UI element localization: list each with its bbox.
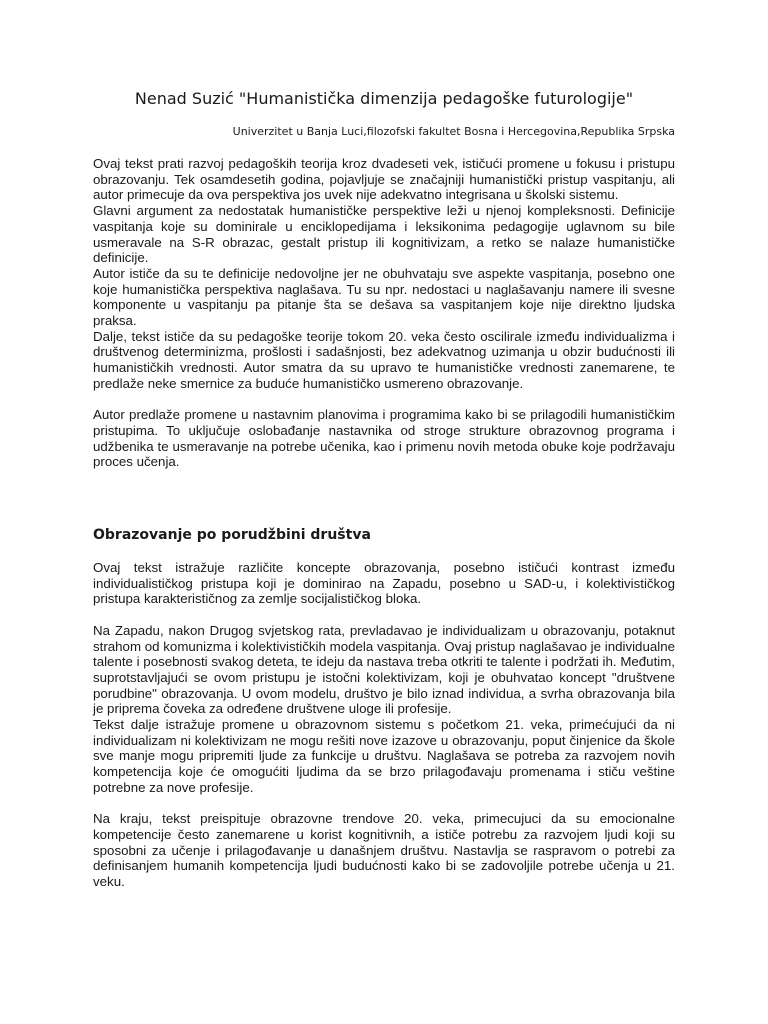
paragraph: Tekst dalje istražuje promene u obrazovnom sistemu s početkom 21. veka, primećujući da ni individualizam ni kolektivizam ne mogu rešiti nove izazove u obrazovanju, poput činjenice da škole sve manje mogu pripremiti ljude za funkcije u društvu. Naglašava se potreba za razvojem novih kompetencija koje će omogućiti ljudima da se brzo prilagođavaju promenama i stiču veštine potrebne za nove profesije. — [93, 717, 675, 795]
paragraph: Autor ističe da su te definicije nedovoljne jer ne obuhvataju sve aspekte vaspitanja, posebno one koje humanistička perspektiva naglašava. Tu su npr. nedostaci u naglašavanju namere ili svesne komponente u vaspitanju pa pitanje šta se dešava sa vaspitanjem koje nije direktno ljudska praksa. — [93, 265, 675, 329]
section-2-body — [93, 560, 675, 890]
paragraph: Glavni argument za nedostatak humanističke perspektive leži u njenoj kompleksnosti. Definicije vaspitanja koje su dominirale u enciklopedijama i leksikonima pedagogije uglavnom su bile usmeravale na S-R obrazac, gestalt pristup ili kognitivizam, a retko se nalaze humanističke definicije. — [93, 203, 675, 266]
author-affiliation: Univerzitet u Banja Luci,filozofski fakultet Bosna i Hercegovina,Republika Srpska — [232, 125, 675, 138]
paragraph: Autor predlaže promene u nastavnim planovima i programima kako bi se prilagodili humanističkim pristupima. To uključuje oslobađanje nastavnika od stroge strukture obrazovnog programa i udžbenika te usmeravanje na potrebe učenika, kao i primenu novih metoda obuke koje podržavaju proces učenja. — [93, 407, 675, 470]
paragraph: Dalje, tekst ističe da su pedagoške teorije tokom 20. veka često oscilirale između individualizma i društvenog determinizma, prošlosti i sadašnjosti, bez adekvatnog uzimanja u obzir budućnosti ili humanističkih vrednosti. Autor smatra da su upravo te humanističke vrednosti zanemarene, te predlaže neke smernice za buduće humanističko usmereno obrazovanje. — [93, 328, 675, 391]
paragraph: Na kraju, tekst preispituje obrazovne trendove 20. veka, primecujuci da su emocionalne kompetencije često zanemarene u korist kognitivnih, a ističe potrebu za razvojem ljudi koji su sposobni za učenje i prilagođavanje u današnjem društvu. Nastavlja se raspravom o potrebi za definisanjem humanih kompetencija ljudi budućnosti kako bi se zadovoljile potrebe učenja u 21. veku. — [93, 811, 675, 890]
section-heading: Obrazovanje po porudžbini društva — [93, 527, 371, 543]
paragraph: Na Zapadu, nakon Drugog svjetskog rata, prevladavao je individualizam u obrazovanju, potaknut strahom od komunizma i kolektivističkih modela vaspitanja. Ovaj pristup naglašavao je individualne talente i posebnosti svakog deteta, te ideju da nastava treba otkriti te talente i podržati ih. Međutim, suprotstavljajući se ovom pristupu je istočni kolektivizam, koji je obuhvatao koncept "društvene porudbine" obrazovanja. U ovom modelu, društvo je bilo iznad individua, a svrha obrazovanja bila je priprema čoveka za određene društvene uloge ili profesije. — [93, 622, 675, 717]
paragraph: Ovaj tekst prati razvoj pedagoških teorija kroz dvadeseti vek, ističući promene u fokusu i pristupu obrazovanju. Tek osamdesetih godina, pojavljuje se značajniji humanistički pristup vaspitanju, ali autor primecuje da ova perspektiva jos uvek nije adekvatno integrisana u školski sistemu. — [93, 156, 675, 203]
section-1-body — [93, 156, 675, 470]
document-title: Nenad Suzić "Humanistička dimenzija pedagoške futurologije" — [134, 89, 634, 108]
paragraph: Ovaj tekst istražuje različite koncepte obrazovanja, posebno ističući kontrast između individualističkog pristupa koji je dominirao na Zapadu, posebno u SAD-u, i kolektivističkog pristupa karakterističnog za zemlje socijalističkog bloka. — [93, 560, 675, 607]
